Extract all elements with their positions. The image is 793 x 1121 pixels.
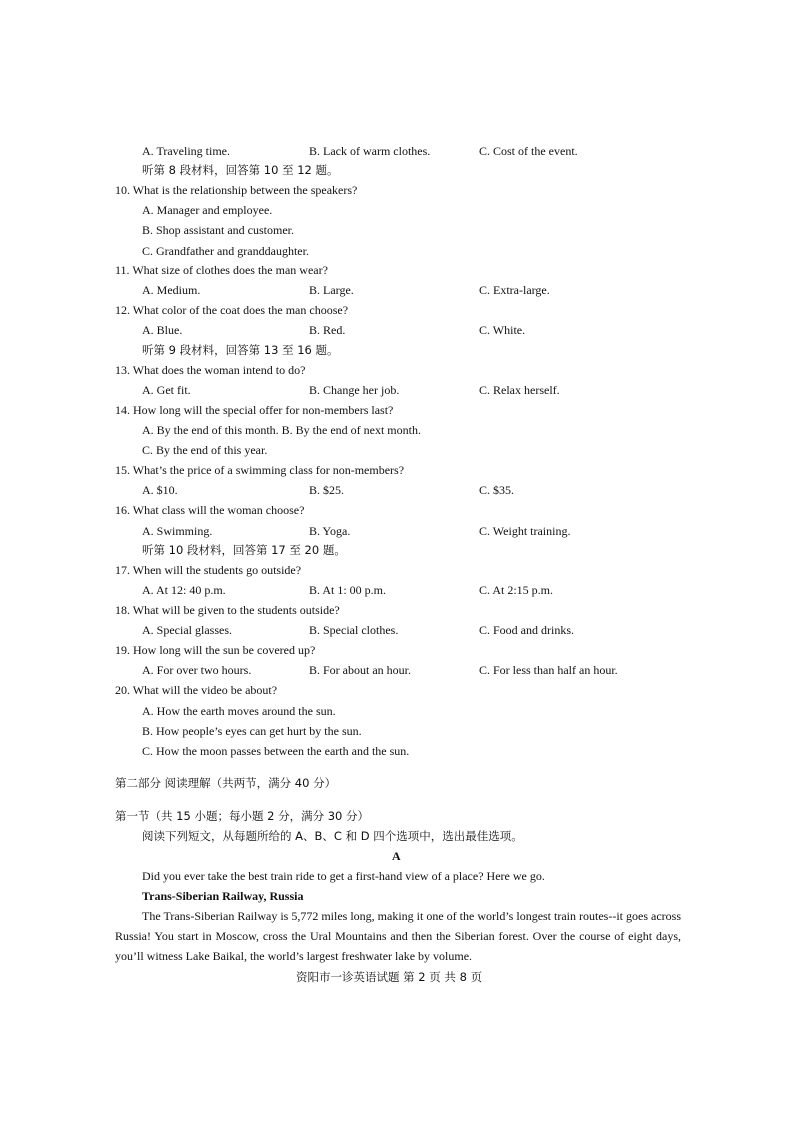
q10-option-b: B. Shop assistant and customer. — [142, 223, 294, 237]
q15-stem: 15. What’s the price of a swimming class for non-members? — [115, 463, 405, 477]
q18-stem: 18. What will be given to the students outside? — [115, 603, 340, 617]
q20-stem: 20. What will the video be about? — [115, 683, 278, 697]
q14-option-ab: A. By the end of this month. B. By the end of next month. — [142, 423, 421, 437]
q12-option-c: C. White. — [479, 323, 526, 337]
passage-letter: A — [392, 849, 401, 863]
q13-option-b: B. Change her job. — [309, 383, 400, 397]
q10-option-a: A. Manager and employee. — [142, 203, 273, 217]
q11-option-b: B. Large. — [309, 283, 354, 297]
q16-option-b: B. Yoga. — [309, 524, 351, 538]
q15-option-a: A. $10. — [142, 483, 178, 497]
q9-option-b: B. Lack of warm clothes. — [309, 144, 431, 158]
q18-option-a: A. Special glasses. — [142, 623, 232, 637]
q19-option-b: B. For about an hour. — [309, 663, 411, 677]
q15-option-c: C. $35. — [479, 483, 515, 497]
q12-stem: 12. What color of the coat does the man choose? — [115, 303, 349, 317]
q19-option-c: C. For less than half an hour. — [479, 663, 618, 677]
q20-option-b: B. How people’s eyes can get hurt by the sun. — [142, 724, 362, 738]
passage-body: The Trans-Siberian Railway is 5,772 miles long, making it one of the world’s longest train routes--it goes across Russia! You start in Moscow, cross the Ural Mountains and then the Siberian forest. Over the course of eight days, you’ll witness Lake Baikal, the world’s largest freshwater lake by volume. — [115, 909, 681, 964]
part2-heading: 第二部分 阅读理解（共两节，满分 40 分） — [115, 776, 337, 790]
section8-note: 听第 8 段材料，回答第 10 至 12 题。 — [142, 163, 339, 177]
q16-stem: 16. What class will the woman choose? — [115, 503, 305, 517]
q13-option-c: C. Relax herself. — [479, 383, 560, 397]
q19-stem: 19. How long will the sun be covered up? — [115, 643, 316, 657]
section1-instruction: 阅读下列短文，从每题所给的 A、B、C 和 D 四个选项中，选出最佳选项。 — [142, 829, 523, 843]
q13-option-a: A. Get fit. — [142, 383, 191, 397]
section1-heading: 第一节（共 15 小题；每小题 2 分，满分 30 分） — [115, 809, 370, 823]
q14-stem: 14. How long will the special offer for non-members last? — [115, 403, 394, 417]
q13-stem: 13. What does the woman intend to do? — [115, 363, 306, 377]
q19-option-a: A. For over two hours. — [142, 663, 252, 677]
q17-stem: 17. When will the students go outside? — [115, 563, 302, 577]
q11-option-c: C. Extra-large. — [479, 283, 550, 297]
q17-option-a: A. At 12: 40 p.m. — [142, 583, 226, 597]
q10-stem: 10. What is the relationship between the speakers? — [115, 183, 358, 197]
passage-subtitle: Trans-Siberian Railway, Russia — [142, 889, 304, 903]
q20-option-c: C. How the moon passes between the earth and the sun. — [142, 744, 410, 758]
section10-note: 听第 10 段材料，回答第 17 至 20 题。 — [142, 543, 346, 557]
q18-option-c: C. Food and drinks. — [479, 623, 575, 637]
q16-option-c: C. Weight training. — [479, 524, 571, 538]
section9-note: 听第 9 段材料，回答第 13 至 16 题。 — [142, 343, 339, 357]
q15-option-b: B. $25. — [309, 483, 345, 497]
q9-option-a: A. Traveling time. — [142, 144, 231, 158]
q20-option-a: A. How the earth moves around the sun. — [142, 704, 336, 718]
passage-intro: Did you ever take the best train ride to get a first-hand view of a place? Here we go. — [142, 869, 545, 883]
q9-option-c: C. Cost of the event. — [479, 144, 578, 158]
q12-option-b: B. Red. — [309, 323, 346, 337]
q18-option-b: B. Special clothes. — [309, 623, 399, 637]
q17-option-c: C. At 2:15 p.m. — [479, 583, 554, 597]
page-footer: 资阳市一诊英语试题 第 2 页 共 8 页 — [296, 970, 483, 984]
q16-option-a: A. Swimming. — [142, 524, 213, 538]
q11-option-a: A. Medium. — [142, 283, 201, 297]
q10-option-c: C. Grandfather and granddaughter. — [142, 244, 309, 258]
q11-stem: 11. What size of clothes does the man wear? — [115, 263, 328, 277]
q12-option-a: A. Blue. — [142, 323, 183, 337]
q14-option-c: C. By the end of this year. — [142, 443, 268, 457]
q17-option-b: B. At 1: 00 p.m. — [309, 583, 387, 597]
